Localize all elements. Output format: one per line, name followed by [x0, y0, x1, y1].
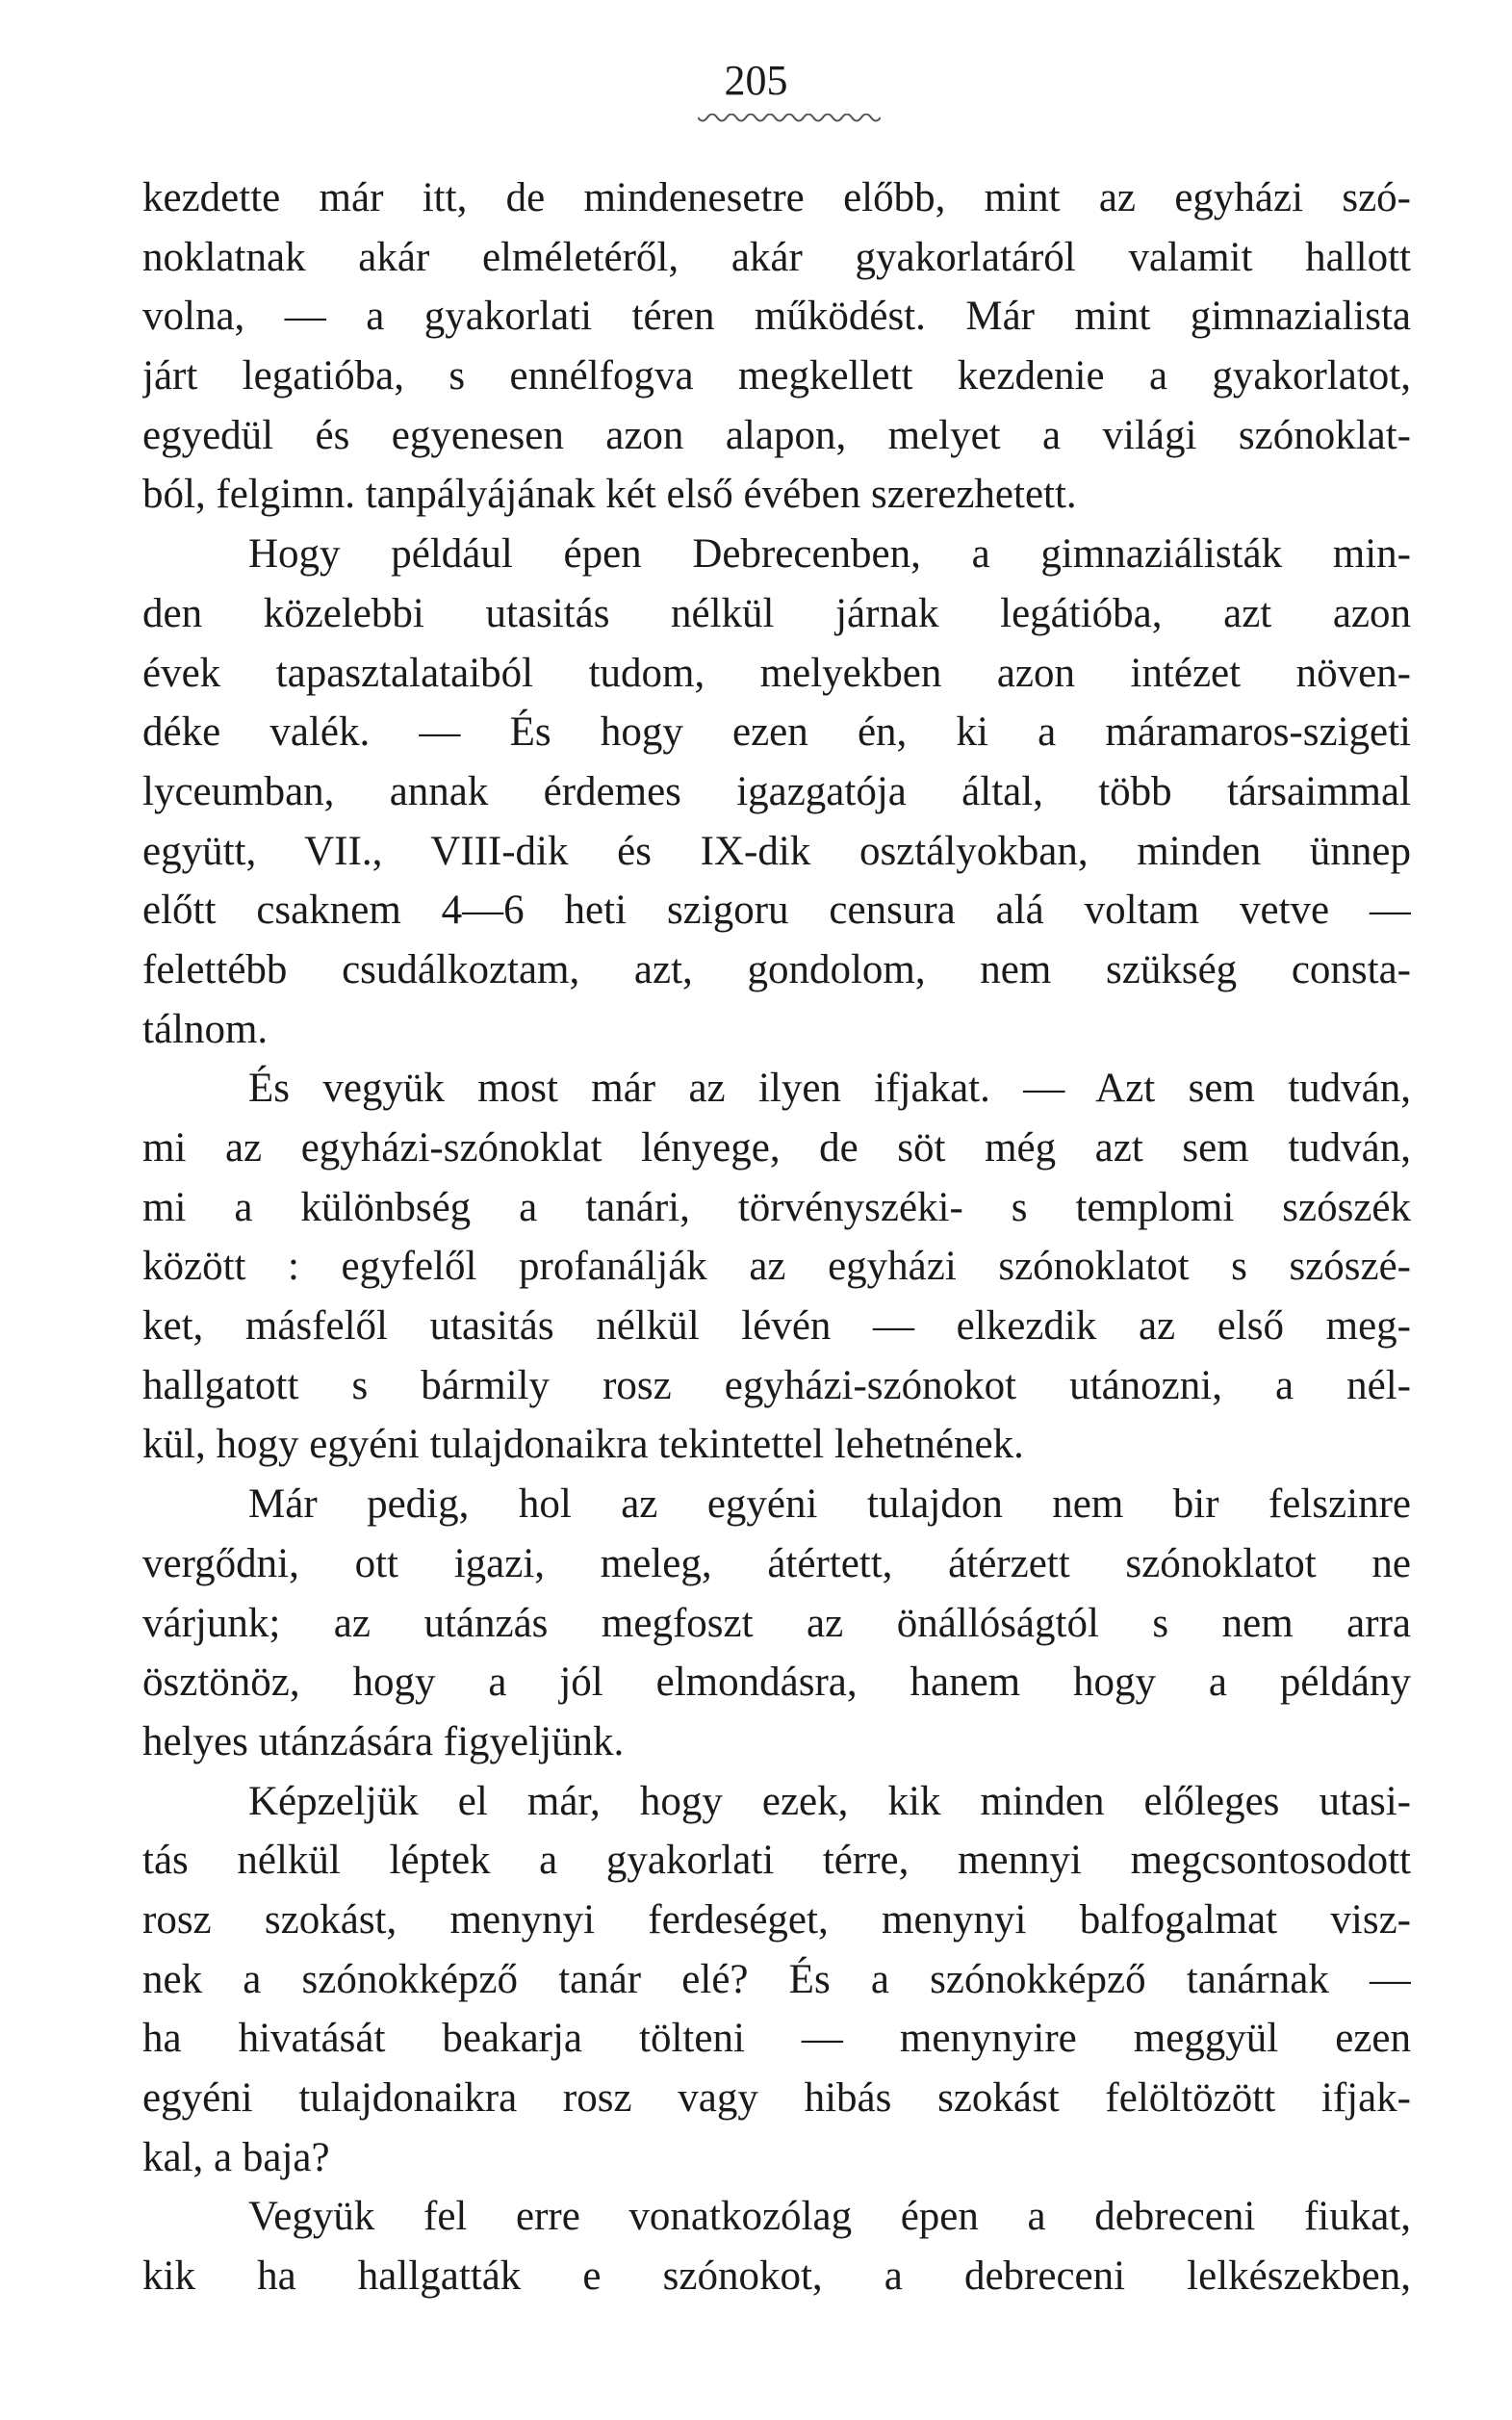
- text-line: előtt csaknem 4—6 heti szigoru censura alá voltam vetve —: [142, 888, 1411, 934]
- text-line: vergődni, ott igazi, meleg, átértett, átérzett szónoklatot ne: [142, 1540, 1411, 1586]
- text-line: ket, másfelől utasitás nélkül lévén — elkezdik az első meg-: [142, 1303, 1411, 1350]
- body-text: [142, 168, 1411, 2306]
- text-line: évek tapasztalataiból tudom, melyekben azon intézet növen-: [142, 650, 1411, 696]
- text-line: kül, hogy egyéni tulajdonaikra tekintettel lehetnének.: [142, 1422, 1024, 1468]
- text-line: nek a szónokképző tanár elé? És a szónokképző tanárnak —: [142, 1956, 1411, 2002]
- text-line: déke valék. — És hogy ezen én, ki a máramaros-szigeti: [142, 709, 1411, 756]
- text-line: között : egyfelől profanálják az egyházi szónoklatot s szószé-: [142, 1244, 1411, 1290]
- text-line: kal, a baja?: [142, 2134, 330, 2180]
- text-line: volna, — a gyakorlati téren működést. Már mint gimnazialista: [142, 294, 1411, 340]
- text-line: rosz szokást, menynyi ferdeséget, menynyi balfogalmat visz-: [142, 1896, 1411, 1943]
- text-line: várjunk; az utánzás megfoszt az önállóságtól s nem arra: [142, 1600, 1411, 1646]
- text-line: kik ha hallgatták e szónokot, a debreceni lelkészekben,: [142, 2253, 1411, 2300]
- text-line: felettébb csudálkoztam, azt, gondolom, nem szükség consta-: [142, 946, 1411, 992]
- text-line: egyéni tulajdonaikra rosz vagy hibás szokást felöltözött ifjak-: [142, 2075, 1411, 2121]
- text-line: ha hivatását beakarja tölteni — menynyire meggyül ezen: [142, 2016, 1411, 2062]
- text-line: ösztönöz, hogy a jól elmondásra, hanem hogy a példány: [142, 1660, 1411, 1706]
- text-line: hallgatott s bármily rosz egyházi-szónokot utánozni, a nél-: [142, 1362, 1411, 1408]
- text-line: Hogy például épen Debrecenben, a gimnaziálisták min-: [248, 531, 1411, 578]
- text-line: És vegyük most már az ilyen ifjakat. — Azt sem tudván,: [248, 1066, 1411, 1112]
- text-line: helyes utánzására figyeljünk.: [142, 1718, 625, 1764]
- text-line: egyedül és egyenesen azon alapon, melyet a világi szónoklat-: [142, 412, 1411, 458]
- text-line: Már pedig, hol az egyéni tulajdon nem bir felszinre: [248, 1481, 1411, 1528]
- page-number-ornament: [698, 114, 881, 127]
- text-line: den közelebbi utasitás nélkül járnak legátióba, azt azon: [142, 590, 1411, 636]
- text-line: együtt, VII., VIII-dik és IX-dik osztályokban, minden ünnep: [142, 828, 1411, 874]
- text-line: Vegyük fel erre vonatkozólag épen a debreceni fiukat,: [248, 2194, 1411, 2240]
- page-number: 205: [724, 57, 788, 104]
- text-line: lyceumban, annak érdemes igazgatója által, több társaimmal: [142, 768, 1411, 814]
- text-line: tálnom.: [142, 1006, 269, 1052]
- text-line: noklatnak akár elméletéről, akár gyakorlatáról valamit hallott: [142, 234, 1411, 280]
- text-line: járt legatióba, s ennélfogva megkellett kezdenie a gyakorlatot,: [142, 353, 1411, 399]
- text-line: kezdette már itt, de mindenesetre előbb, mint az egyházi szó-: [142, 175, 1411, 220]
- text-line: ból, felgimn. tanpályájának két első évében szerezhetett.: [142, 472, 1077, 518]
- text-line: tás nélkül léptek a gyakorlati térre, mennyi megcsontosodott: [142, 1838, 1411, 1884]
- text-line: Képzeljük el már, hogy ezek, kik minden előleges utasi-: [248, 1778, 1411, 1824]
- text-line: mi a különbség a tanári, törvényszéki- s templomi szószék: [142, 1184, 1411, 1230]
- text-line: mi az egyházi-szónoklat lényege, de söt még azt sem tudván,: [142, 1125, 1411, 1171]
